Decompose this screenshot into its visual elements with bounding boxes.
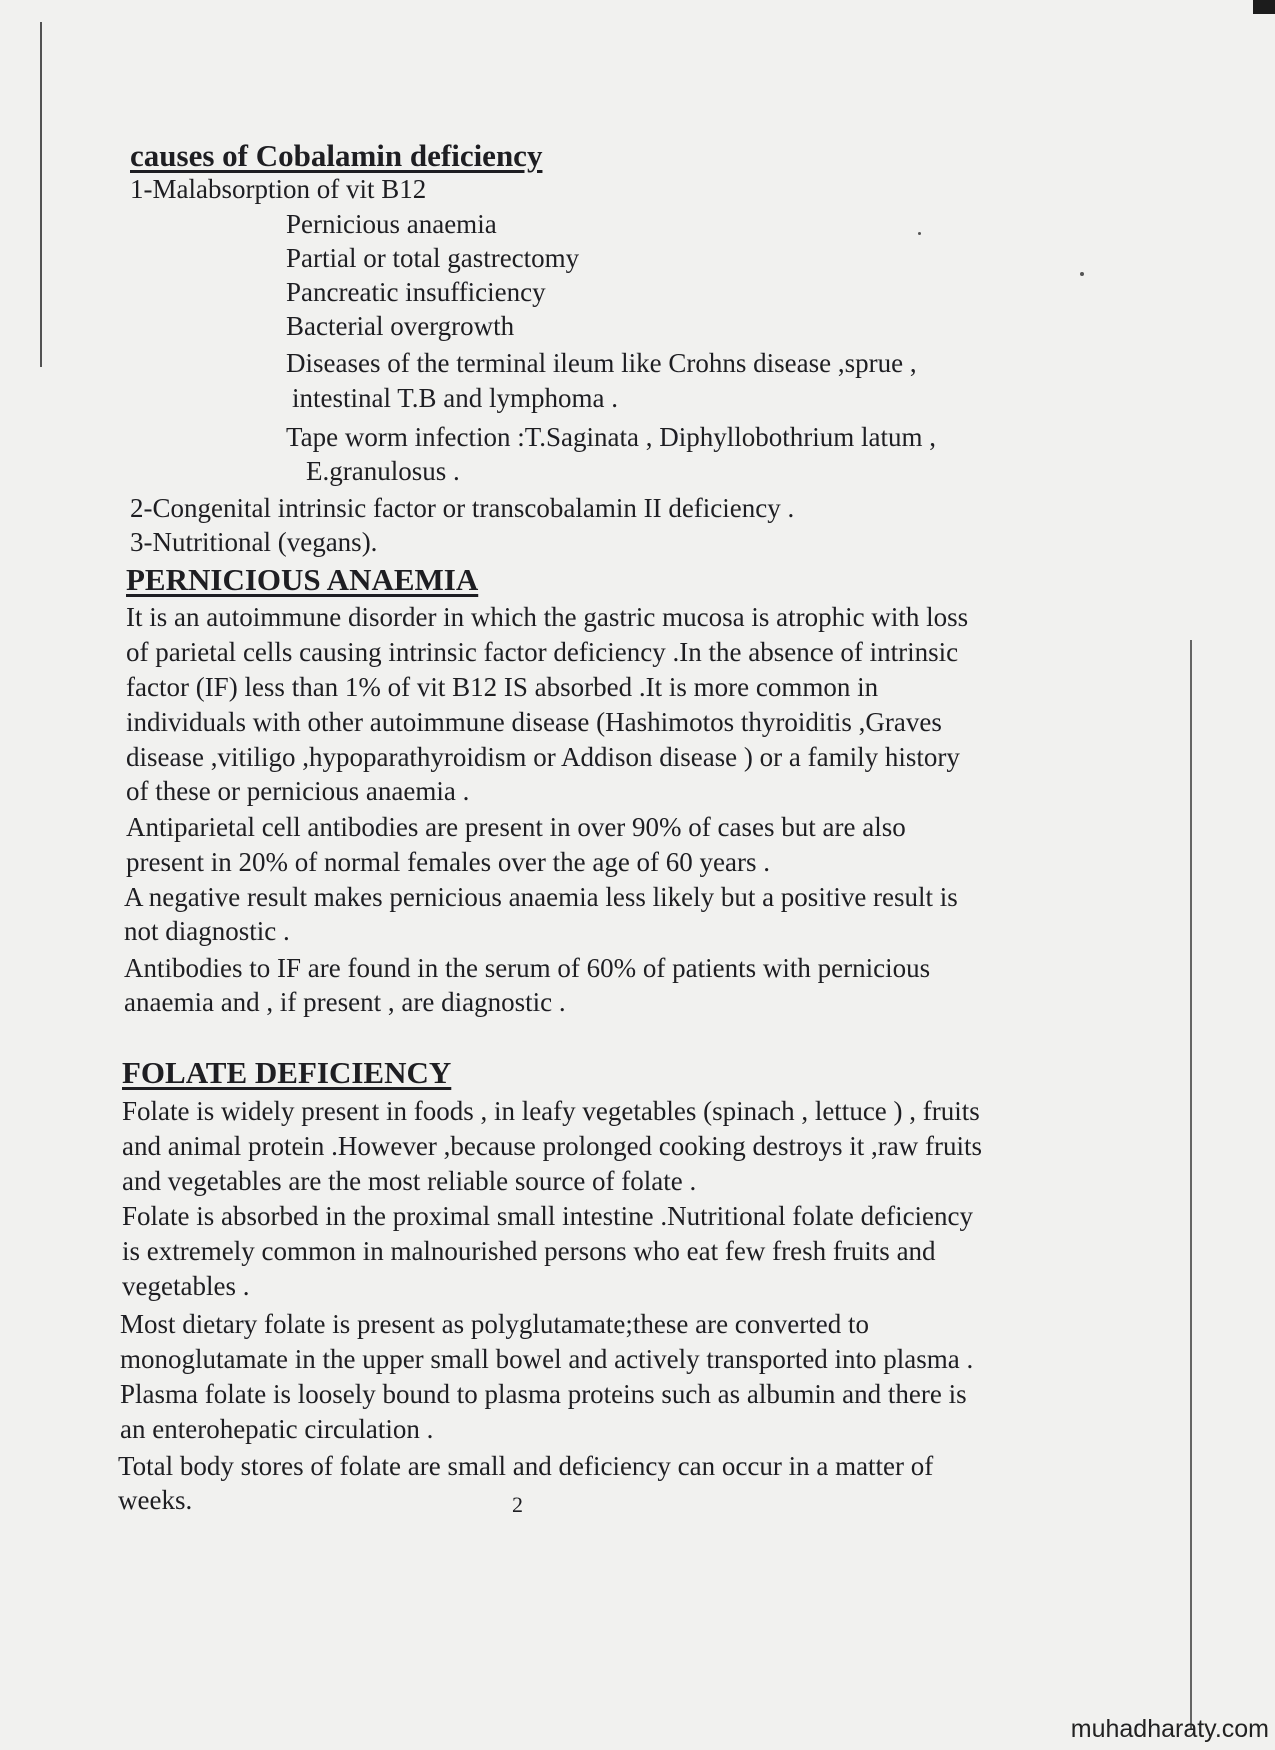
paragraph-line: an enterohepatic circulation . — [120, 1414, 434, 1444]
paragraph-line: A negative result makes pernicious anaemia less likely but a positive result is — [124, 882, 958, 912]
cobalamin-subitem-continued: intestinal T.B and lymphoma . — [292, 383, 618, 413]
paragraph-line: factor (IF) less than 1% of vit B12 IS absorbed .It is more common in — [126, 672, 879, 702]
paragraph-line: present in 20% of normal females over the age of 60 years . — [126, 847, 771, 877]
paragraph-line: It is an autoimmune disorder in which the gastric mucosa is atrophic with loss — [126, 602, 969, 632]
paragraph-line: Plasma folate is loosely bound to plasma proteins such as albumin and there is — [120, 1379, 967, 1409]
scan-speck — [918, 232, 921, 235]
paragraph-line: and animal protein .However ,because prolonged cooking destroys it ,raw fruits — [122, 1131, 983, 1161]
paragraph-line: Total body stores of folate are small and deficiency can occur in a matter of — [118, 1451, 934, 1481]
cobalamin-subitem: Pernicious anaemia — [286, 209, 497, 239]
page-number: 2 — [512, 1492, 523, 1517]
scan-speck — [1080, 272, 1084, 276]
paragraph-line: Folate is widely present in foods , in leafy vegetables (spinach , lettuce ) , fruits — [122, 1096, 980, 1126]
paragraph-line: Most dietary folate is present as polyglutamate;these are converted to — [120, 1309, 869, 1339]
paragraph-line: vegetables . — [122, 1271, 250, 1301]
cobalamin-heading: causes of Cobalamin deficiency — [130, 138, 543, 173]
paragraph-line: Antibodies to IF are found in the serum of 60% of patients with pernicious — [124, 953, 931, 983]
paragraph-line: not diagnostic . — [124, 916, 290, 946]
cobalamin-subitem: Tape worm infection :T.Saginata , Diphyllobothrium latum , — [286, 422, 936, 452]
paragraph-line: monoglutamate in the upper small bowel and actively transported into plasma . — [120, 1344, 974, 1374]
paragraph-line: weeks. — [118, 1485, 193, 1515]
cobalamin-item-1: 1-Malabsorption of vit B12 — [130, 174, 427, 204]
paragraph-line: anaemia and , if present , are diagnostic . — [124, 987, 566, 1017]
paragraph-line: Folate is absorbed in the proximal small intestine .Nutritional folate deficiency — [122, 1201, 974, 1231]
cobalamin-item-2: 2-Congenital intrinsic factor or transcobalamin II deficiency . — [130, 493, 795, 523]
paragraph-line: Antiparietal cell antibodies are present in over 90% of cases but are also — [126, 812, 906, 842]
folate-deficiency-heading: FOLATE DEFICIENCY — [122, 1055, 452, 1090]
paragraph-line: and vegetables are the most reliable source of folate . — [122, 1166, 697, 1196]
scan-margin-line-right — [1190, 640, 1192, 1730]
cobalamin-item-3: 3-Nutritional (vegans). — [130, 527, 378, 557]
scan-margin-line-left — [40, 22, 42, 367]
paragraph-line: of these or pernicious anaemia . — [126, 776, 470, 806]
paragraph-line: individuals with other autoimmune disease (Hashimotos thyroiditis ,Graves — [126, 707, 942, 737]
cobalamin-subitem: Diseases of the terminal ileum like Crohns disease ,sprue , — [286, 348, 917, 378]
cobalamin-subitem: Bacterial overgrowth — [286, 311, 515, 341]
paragraph-line: is extremely common in malnourished persons who eat few fresh fruits and — [122, 1236, 936, 1266]
cobalamin-subitem-continued: E.granulosus . — [306, 456, 460, 486]
paragraph-line: disease ,vitiligo ,hypoparathyroidism or Addison disease ) or a family history — [126, 742, 960, 772]
watermark: muhadharaty.com — [1070, 1715, 1269, 1743]
cobalamin-subitem: Pancreatic insufficiency — [286, 277, 546, 307]
scan-corner-mark — [1253, 0, 1275, 14]
pernicious-anaemia-heading: PERNICIOUS ANAEMIA — [126, 562, 479, 597]
cobalamin-subitem: Partial or total gastrectomy — [286, 243, 580, 273]
paragraph-line: of parietal cells causing intrinsic factor deficiency .In the absence of intrinsic — [126, 637, 959, 667]
